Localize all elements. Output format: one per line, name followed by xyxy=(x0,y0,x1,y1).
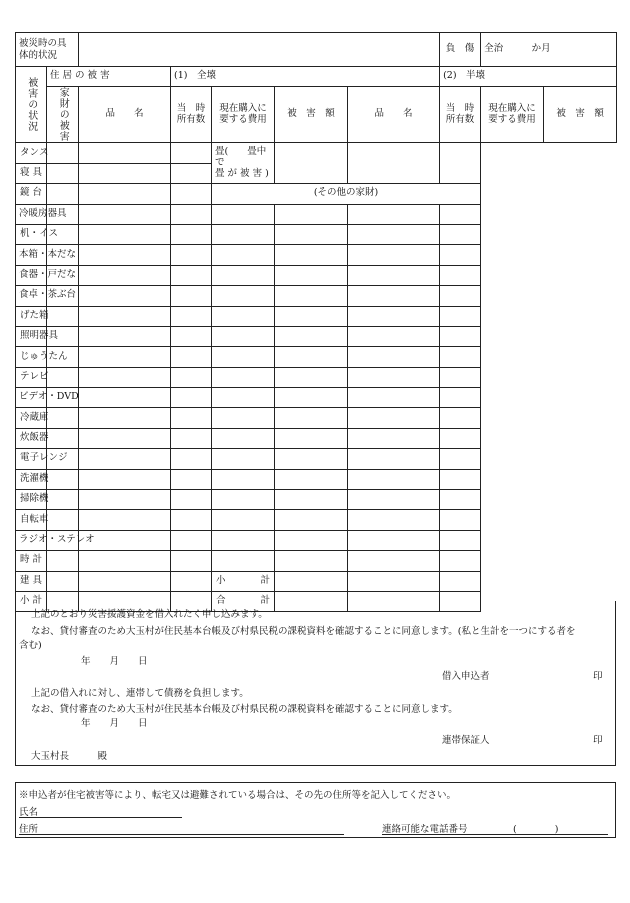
left-cost-input[interactable] xyxy=(79,184,171,204)
left-item-name xyxy=(16,347,68,367)
right-owned-input[interactable] xyxy=(275,286,348,306)
right-item-input[interactable] xyxy=(212,449,275,469)
left-cost-input[interactable] xyxy=(79,224,171,244)
left-cost-input[interactable] xyxy=(79,326,171,346)
left-item-name xyxy=(16,449,68,469)
right-cost-input[interactable] xyxy=(348,204,440,224)
right-item-input[interactable] xyxy=(212,224,275,244)
left-item-name-part: う xyxy=(39,350,49,362)
left-item-name-part: げ xyxy=(20,309,30,321)
left-damage-input[interactable] xyxy=(171,510,212,530)
left-item-name: 食器・戸だな xyxy=(16,265,47,285)
left-owned-input[interactable] xyxy=(47,571,79,591)
left-item-name-part: た xyxy=(29,309,40,321)
phone-label: 連絡可能な電話番号 xyxy=(382,824,468,835)
house-option-1[interactable]: (1) 全壊 xyxy=(171,67,440,87)
right-cost-input[interactable] xyxy=(348,224,440,244)
left-item-name-part: ン xyxy=(29,146,40,158)
left-item-name: 冷暖房器具 xyxy=(16,204,47,224)
table-row xyxy=(16,265,617,285)
right-damage-input[interactable] xyxy=(440,449,481,469)
left-owned-input[interactable] xyxy=(47,367,79,387)
right-cost-input[interactable] xyxy=(348,306,440,326)
table-row xyxy=(16,143,617,163)
right-item-input[interactable] xyxy=(212,490,275,510)
table-row xyxy=(16,245,617,265)
right-item-input[interactable] xyxy=(212,469,275,489)
right-owned-input[interactable] xyxy=(275,326,348,346)
left-item-name-part: ジ xyxy=(58,452,68,464)
left-item-name-part: 具 xyxy=(48,330,59,342)
left-damage-input[interactable] xyxy=(171,408,212,428)
left-item-name-part: 車 xyxy=(39,513,49,525)
left-item-name xyxy=(16,428,47,448)
right-damage-input[interactable] xyxy=(440,286,481,306)
table-row xyxy=(16,571,617,591)
right-owned-input[interactable] xyxy=(275,490,348,510)
right-item-input[interactable] xyxy=(212,510,275,530)
right-damage-input[interactable] xyxy=(440,510,481,530)
left-item-name xyxy=(16,490,47,510)
left-item-name-part: 機 xyxy=(39,493,49,505)
left-cost-input[interactable] xyxy=(79,204,171,224)
right-owned-input[interactable] xyxy=(275,143,348,184)
right-item-input[interactable] xyxy=(212,347,275,367)
left-cost-input[interactable] xyxy=(79,347,171,367)
new-address-label: 住所 xyxy=(19,824,39,835)
right-damage-input[interactable] xyxy=(440,367,481,387)
agreement-section xyxy=(15,601,616,766)
tatami-line-1: 畳( 畳中で xyxy=(215,145,267,168)
left-cost-input[interactable] xyxy=(79,265,171,285)
left-cost-input[interactable] xyxy=(79,286,171,306)
left-damage-input[interactable] xyxy=(171,224,212,244)
right-owned-input[interactable] xyxy=(275,224,348,244)
relocation-note-box xyxy=(15,782,616,838)
situation-label: 被災時の具体的状況 xyxy=(19,37,67,61)
right-cost-input[interactable] xyxy=(348,469,440,489)
left-damage-input[interactable] xyxy=(171,326,212,346)
left-item-name-part: ゅ xyxy=(29,350,40,362)
right-item-input[interactable] xyxy=(212,306,275,326)
left-item-name-part: イ xyxy=(39,228,49,240)
right-owned-input[interactable] xyxy=(275,449,348,469)
left-owned-input[interactable] xyxy=(47,428,79,448)
relocation-note-text: ※申込者が住宅被害等により、転宅又は避難されている場合は、その先の住所等を記入してください。 xyxy=(19,790,457,801)
right-owned-input[interactable] xyxy=(275,551,348,571)
table-row xyxy=(16,286,617,306)
right-cost-input[interactable] xyxy=(348,265,440,285)
agreement-line-2: なお、貸付審査のため大玉村が住民基本台帳及び村県民税の課税資料を確認することに同意します。(私と生計を一つにする者を xyxy=(31,626,576,637)
left-item-name-part: た xyxy=(48,350,59,362)
left-item-name: ラジオ・ステレオ xyxy=(16,530,47,550)
left-owned-input[interactable] xyxy=(47,510,79,530)
table-row xyxy=(16,326,617,346)
right-item-input[interactable] xyxy=(212,530,275,550)
right-cost-input[interactable] xyxy=(348,326,440,346)
left-item-name-part: 蔵 xyxy=(29,411,40,423)
left-damage-input[interactable] xyxy=(171,143,212,163)
right-damage-input[interactable] xyxy=(440,245,481,265)
left-damage-input[interactable] xyxy=(171,204,212,224)
left-item-name-part: 具 xyxy=(32,167,42,179)
left-item-name xyxy=(16,510,47,530)
left-item-name-part: 箱 xyxy=(39,309,49,321)
goods-rows xyxy=(16,143,617,612)
right-item-input[interactable] xyxy=(212,428,275,448)
damage-side-label-cell xyxy=(16,67,47,143)
left-item-name-part: 洗 xyxy=(20,472,30,484)
left-item-name-part: 照 xyxy=(20,330,30,342)
table-row xyxy=(16,388,617,408)
right-owned-input[interactable] xyxy=(275,408,348,428)
table-row xyxy=(16,347,617,367)
left-item-name-part: 小 xyxy=(20,595,30,607)
right-item-input[interactable] xyxy=(212,286,275,306)
right-cost-input[interactable] xyxy=(348,408,440,428)
guarantor-seal: 印 xyxy=(593,735,603,746)
right-damage-input[interactable] xyxy=(440,530,481,550)
left-damage-input[interactable] xyxy=(171,530,212,550)
table-row xyxy=(16,428,617,448)
injury-label-cell xyxy=(440,33,481,67)
applicant-seal: 印 xyxy=(593,671,603,682)
header-owned-left: 当 時 所有数 xyxy=(171,87,212,143)
table-row xyxy=(16,367,617,387)
left-damage-input[interactable] xyxy=(171,469,212,489)
right-owned-input[interactable] xyxy=(275,510,348,530)
left-damage-input[interactable] xyxy=(171,245,212,265)
left-item-name xyxy=(16,224,59,244)
left-owned-input[interactable] xyxy=(47,143,79,163)
left-damage-input[interactable] xyxy=(171,265,212,285)
right-item-input[interactable] xyxy=(212,551,275,571)
application-date[interactable]: 年 月 日 xyxy=(81,656,148,667)
tatami-line-2: 畳 が 被 害 ) xyxy=(215,167,269,179)
header-cost-right: 現在購入に 要する費用 xyxy=(481,87,544,143)
left-owned-input[interactable] xyxy=(47,490,79,510)
goods-side-label-cell xyxy=(47,87,79,143)
goods-side-label: 家財の被害 xyxy=(57,87,69,143)
left-cost-input[interactable] xyxy=(79,163,171,183)
left-item-name-part: レ xyxy=(29,370,40,382)
right-damage-input[interactable] xyxy=(440,306,481,326)
left-cost-input[interactable] xyxy=(79,306,171,326)
left-cost-input[interactable] xyxy=(79,245,171,265)
left-item-name xyxy=(16,408,47,428)
right-total-label-part: 計 xyxy=(260,595,271,607)
left-item-name-part: 器 xyxy=(39,330,49,342)
left-cost-input[interactable] xyxy=(79,367,171,387)
right-owned-input[interactable] xyxy=(275,265,348,285)
left-cost-input[interactable] xyxy=(79,408,171,428)
right-cost-input[interactable] xyxy=(348,428,440,448)
applicant-label: 借入申込者 xyxy=(442,671,490,682)
table-row xyxy=(16,306,617,326)
table-row xyxy=(16,184,617,204)
left-damage-input[interactable] xyxy=(171,306,212,326)
left-item-name xyxy=(16,306,47,326)
left-owned-input[interactable] xyxy=(47,469,79,489)
left-item-name-part: レ xyxy=(39,452,49,464)
left-item-name-part: 電 xyxy=(20,452,30,464)
agreement-line-3: 含む) xyxy=(19,640,42,651)
left-item-name-part: 子 xyxy=(29,452,40,464)
house-label-cell xyxy=(47,67,171,87)
right-owned-input[interactable] xyxy=(275,469,348,489)
table-row xyxy=(16,510,617,530)
right-item-input[interactable] xyxy=(212,388,275,408)
right-damage-input[interactable] xyxy=(440,143,481,184)
right-subtotal-label-part: 計 xyxy=(260,574,271,586)
guarantee-line-2: なお、貸付審査のため大玉村が住民基本台帳及び村県民税の課税資料を確認することに同意します。 xyxy=(31,704,458,715)
right-damage-input[interactable] xyxy=(440,204,481,224)
new-name-input[interactable] xyxy=(19,817,182,818)
damage-table xyxy=(15,32,617,612)
right-damage-input[interactable] xyxy=(440,571,481,591)
left-damage-input[interactable] xyxy=(171,163,212,183)
right-cost-input[interactable] xyxy=(348,347,440,367)
right-owned-input[interactable] xyxy=(275,204,348,224)
left-owned-input[interactable] xyxy=(47,163,79,183)
left-item-name-part: 計 xyxy=(32,595,42,607)
left-damage-input[interactable] xyxy=(171,428,212,448)
right-damage-input[interactable] xyxy=(440,388,481,408)
left-item-name xyxy=(16,184,47,204)
right-owned-input[interactable] xyxy=(275,245,348,265)
left-item-name-part: 計 xyxy=(32,554,42,566)
right-damage-input[interactable] xyxy=(440,224,481,244)
left-item-name-part: ン xyxy=(48,452,59,464)
header-cost-left: 現在購入に 要する費用 xyxy=(212,87,275,143)
left-item-name-part: ス xyxy=(39,146,49,158)
left-item-name-part: ・ xyxy=(29,228,40,240)
left-item-name xyxy=(16,551,47,571)
new-name-label: 氏名 xyxy=(19,807,39,818)
right-cost-input[interactable] xyxy=(348,388,440,408)
guarantor-label: 連帯保証人 xyxy=(442,735,490,746)
table-row xyxy=(16,469,617,489)
right-item-input[interactable] xyxy=(212,265,275,285)
left-item-name-part: 除 xyxy=(29,493,40,505)
left-item-name-part: 台 xyxy=(32,187,42,199)
left-item-name-part: 机 xyxy=(20,228,30,240)
right-cost-input[interactable] xyxy=(348,143,440,184)
new-address-input[interactable] xyxy=(19,834,344,835)
left-item-name-part: 鏡 xyxy=(20,187,30,199)
left-owned-input[interactable] xyxy=(47,408,79,428)
left-item-name-part: 寝 xyxy=(20,167,30,179)
house-label: 住 居 の 被 害 xyxy=(50,70,110,82)
right-owned-input[interactable] xyxy=(275,428,348,448)
left-item-name-part: 炊 xyxy=(20,432,30,444)
injury-label: 負 傷 xyxy=(445,43,475,55)
left-item-name-part: 具 xyxy=(32,574,42,586)
left-item-name-part: ん xyxy=(58,350,68,362)
right-owned-input[interactable] xyxy=(275,530,348,550)
right-item-input[interactable] xyxy=(212,326,275,346)
table-row xyxy=(16,224,617,244)
left-item-name-part: 庫 xyxy=(39,411,49,423)
phone-paren: ( ) xyxy=(513,824,559,835)
other-goods-label: (その他の家財) xyxy=(212,184,481,204)
left-item-name-part: テ xyxy=(20,370,30,382)
right-owned-input[interactable] xyxy=(275,367,348,387)
table-row xyxy=(16,490,617,510)
left-item-name-part: 機 xyxy=(39,472,49,484)
house-option-2[interactable]: (2) 半壊 xyxy=(440,67,617,87)
left-damage-input[interactable] xyxy=(171,571,212,591)
left-damage-input[interactable] xyxy=(171,551,212,571)
right-damage-input[interactable] xyxy=(440,347,481,367)
header-damage-right: 被 害 額 xyxy=(544,87,617,143)
left-item-name xyxy=(16,326,59,346)
left-item-name-part: 明 xyxy=(29,330,40,342)
left-owned-input[interactable] xyxy=(47,184,79,204)
left-damage-input[interactable] xyxy=(171,367,212,387)
situation-input[interactable] xyxy=(79,33,440,67)
header-damage-left: 被 害 額 xyxy=(275,87,348,143)
left-item-name-part: 器 xyxy=(39,432,49,444)
injury-value[interactable]: 全治 か月 xyxy=(481,33,617,67)
right-cost-input[interactable] xyxy=(348,551,440,571)
mayor-address: 大玉村長 殿 xyxy=(31,751,108,762)
left-owned-input[interactable] xyxy=(47,306,79,326)
left-item-name-part: 自 xyxy=(20,513,30,525)
table-row xyxy=(16,449,617,469)
right-item-input[interactable] xyxy=(212,408,275,428)
right-cost-input[interactable] xyxy=(348,490,440,510)
right-item-input[interactable] xyxy=(212,367,275,387)
right-damage-input[interactable] xyxy=(440,428,481,448)
left-cost-input[interactable] xyxy=(79,510,171,530)
left-owned-input[interactable] xyxy=(47,551,79,571)
table-row xyxy=(16,408,617,428)
left-item-name xyxy=(16,469,47,489)
right-owned-input[interactable] xyxy=(275,388,348,408)
left-cost-input[interactable] xyxy=(79,388,171,408)
table-row xyxy=(16,551,617,571)
right-owned-input[interactable] xyxy=(275,571,348,591)
right-damage-input[interactable] xyxy=(440,408,481,428)
left-item-name-part: タ xyxy=(20,146,30,158)
left-damage-input[interactable] xyxy=(171,347,212,367)
left-cost-input[interactable] xyxy=(79,143,171,163)
left-item-name-part: ビ xyxy=(39,370,49,382)
header-owned-right: 当 時 所有数 xyxy=(440,87,481,143)
left-damage-input[interactable] xyxy=(171,449,212,469)
right-damage-input[interactable] xyxy=(440,490,481,510)
right-damage-input[interactable] xyxy=(440,551,481,571)
right-cost-input[interactable] xyxy=(348,571,440,591)
right-damage-input[interactable] xyxy=(440,469,481,489)
left-item-name-part: 建 xyxy=(20,574,30,586)
guarantee-line-1: 上記の借入れに対し、連帯して債務を負担します。 xyxy=(31,688,249,699)
right-owned-input[interactable] xyxy=(275,306,348,326)
guarantee-date[interactable]: 年 月 日 xyxy=(81,718,148,729)
left-item-name-part: 冷 xyxy=(20,411,30,423)
left-cost-input[interactable] xyxy=(79,490,171,510)
situation-label-cell xyxy=(16,33,79,67)
left-damage-input[interactable] xyxy=(171,388,212,408)
left-cost-input[interactable] xyxy=(79,428,171,448)
left-cost-input[interactable] xyxy=(79,551,171,571)
right-cost-input[interactable] xyxy=(348,367,440,387)
right-cost-input[interactable] xyxy=(348,530,440,550)
left-cost-input[interactable] xyxy=(79,449,171,469)
agreement-line-1: 上記のとおり災害援護資金を借入れたく申し込みます。 xyxy=(31,609,268,620)
left-item-name xyxy=(16,571,47,591)
tatami-item xyxy=(212,143,275,184)
left-item-name-part: 濯 xyxy=(29,472,40,484)
left-item-name-part: じ xyxy=(20,350,30,362)
phone-input[interactable] xyxy=(382,834,608,835)
left-damage-input[interactable] xyxy=(171,184,212,204)
right-item-input[interactable] xyxy=(212,245,275,265)
left-item-name: ビデオ・DVD xyxy=(16,388,47,408)
left-item-name-part: 飯 xyxy=(29,432,40,444)
header-item-right: 品 名 xyxy=(348,87,440,143)
right-cost-input[interactable] xyxy=(348,245,440,265)
left-cost-input[interactable] xyxy=(79,571,171,591)
left-item-name-part: 時 xyxy=(20,554,30,566)
left-cost-input[interactable] xyxy=(79,469,171,489)
table-row xyxy=(16,204,617,224)
left-item-name: 本箱・本だな xyxy=(16,245,47,265)
right-item-input[interactable] xyxy=(212,204,275,224)
left-item-name xyxy=(16,163,47,183)
damage-side-label: 被害の状況 xyxy=(25,77,37,133)
right-cost-input[interactable] xyxy=(348,449,440,469)
right-subtotal-label xyxy=(212,571,275,591)
right-subtotal-label-part: 小 xyxy=(216,574,226,586)
right-cost-input[interactable] xyxy=(348,510,440,530)
left-damage-input[interactable] xyxy=(171,490,212,510)
left-item-name-part: 転 xyxy=(29,513,40,525)
left-item-name xyxy=(16,367,47,387)
left-item-name xyxy=(16,143,47,163)
header-item-left: 品 名 xyxy=(79,87,171,143)
left-item-name-part: ス xyxy=(48,228,59,240)
right-total-label-part: 合 xyxy=(216,595,226,607)
right-damage-input[interactable] xyxy=(440,326,481,346)
right-owned-input[interactable] xyxy=(275,347,348,367)
table-row xyxy=(16,530,617,550)
left-damage-input[interactable] xyxy=(171,286,212,306)
right-cost-input[interactable] xyxy=(348,286,440,306)
left-item-name-part: 掃 xyxy=(20,493,30,505)
left-item-name: 食卓・茶ぶ台 xyxy=(16,286,47,306)
right-damage-input[interactable] xyxy=(440,265,481,285)
